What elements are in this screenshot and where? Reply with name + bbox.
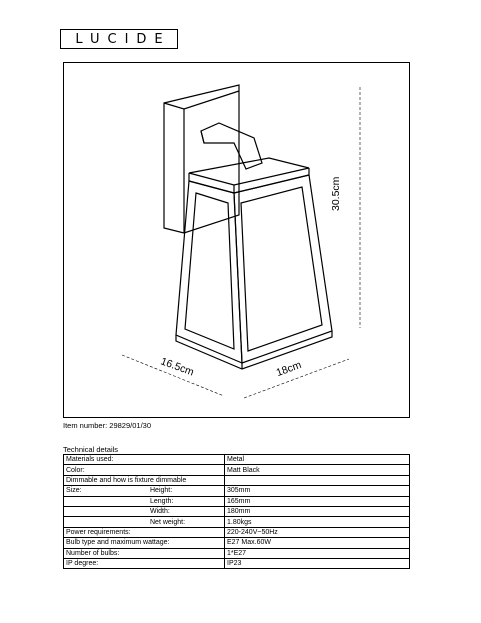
width-dimension-label: 18cm [274, 358, 303, 380]
table-row [64, 496, 410, 506]
spec-value: 165mm [225, 496, 410, 506]
spec-sublabel: Width: [150, 508, 170, 516]
product-drawing [63, 62, 410, 418]
spec-label: Color: [66, 466, 85, 474]
spec-label-cell [64, 558, 225, 568]
spec-label-cell [64, 517, 225, 527]
table-row [64, 465, 410, 475]
spec-value: IP23 [225, 558, 410, 568]
spec-label-cell [64, 527, 225, 537]
item-number-value: 29829/01/30 [109, 421, 151, 430]
spec-value: 220-240V~50Hz [225, 527, 410, 537]
lantern-right-inner [241, 187, 322, 351]
spec-label-cell [64, 496, 225, 506]
spec-value: E27 Max.60W [225, 538, 410, 548]
spec-label: Power requirements: [66, 528, 131, 536]
spec-label-cell [64, 538, 225, 548]
item-number-label: Item number: [63, 421, 108, 430]
spec-label: Size: [66, 487, 82, 495]
spec-label-cell [64, 486, 225, 496]
table-row [64, 486, 410, 496]
spec-label: IP degree: [66, 560, 99, 568]
technical-details-title: Technical details [63, 445, 119, 454]
table-row [64, 455, 410, 465]
spec-sublabel: Net weight: [150, 518, 186, 526]
spec-value: Metal [225, 455, 410, 465]
lamp-cap [189, 158, 309, 185]
technical-details-table [63, 454, 410, 569]
item-number [63, 421, 151, 430]
depth-dimension-label: 16.5cm [158, 355, 196, 379]
table-row [64, 527, 410, 537]
table-row [64, 558, 410, 568]
table-row [64, 475, 410, 485]
spec-label-cell [64, 455, 225, 465]
height-dimension-label: 30.5cm [330, 176, 342, 211]
spec-value: Matt Black [225, 465, 410, 475]
table-row [64, 538, 410, 548]
spec-label-cell [64, 465, 225, 475]
spec-label-cell [64, 475, 225, 485]
spec-sublabel: Height: [150, 487, 173, 495]
arm-outline [201, 123, 262, 169]
lantern-front-left [176, 181, 242, 363]
spec-sublabel: Length: [150, 497, 174, 505]
spec-label: Bulb type and maximum wattage: [66, 539, 170, 547]
brand-logo-text: LUCIDE [75, 31, 171, 47]
spec-label: Number of bulbs: [66, 549, 120, 557]
lantern-left-inner [185, 193, 234, 349]
spec-value: 1*E27 [225, 548, 410, 558]
lamp-line-drawing [64, 63, 411, 419]
table-row [64, 548, 410, 558]
spec-label: Materials used: [66, 456, 114, 464]
spec-value: 180mm [225, 506, 410, 516]
spec-label-cell [64, 548, 225, 558]
table-row [64, 506, 410, 516]
brand-logo [60, 29, 178, 49]
spec-value [225, 475, 410, 485]
table-row [64, 517, 410, 527]
spec-value: 305mm [225, 486, 410, 496]
spec-label: Dimmable and how is fixture dimmable [66, 476, 187, 484]
spec-label-cell [64, 506, 225, 516]
spec-value: 1.80kgs [225, 517, 410, 527]
lantern-front-right [234, 175, 332, 363]
